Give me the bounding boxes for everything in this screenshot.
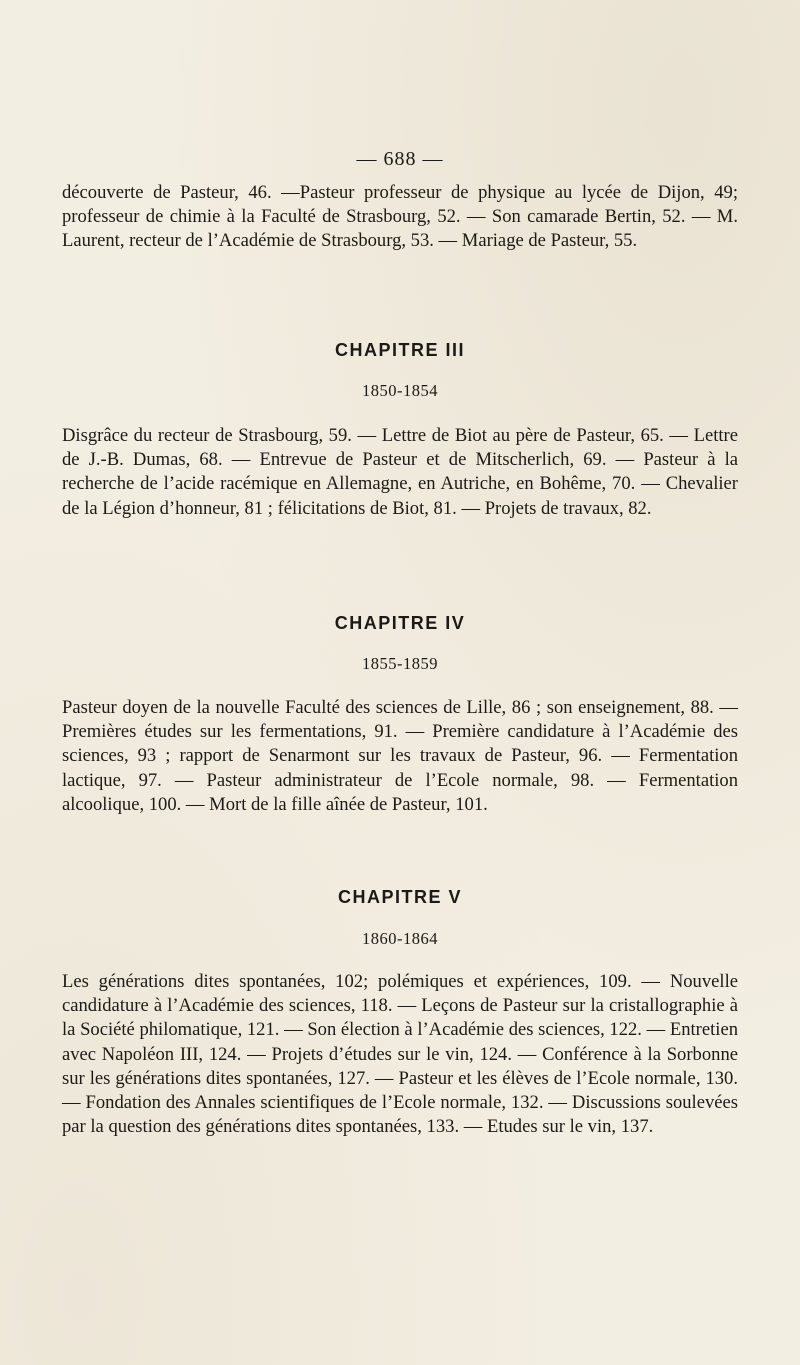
chapter-3-title: CHAPITRE III — [334, 340, 465, 360]
intro-paragraph: découverte de Pasteur, 46. —Pasteur professeur de physique au lycée de Dijon, 49; professeur de chimie à la Faculté de Strasbourg, 52. — Son camarade Bertin, 52. — M. Laurent, recteur de l’Académie de Strasbourg, 53. — Mariage de Pasteur, 55. — [62, 182, 738, 252]
chapter-4-years: 1855-1859 — [362, 654, 438, 673]
chapter-4-summary: Pasteur doyen de la nouvelle Faculté des sciences de Lille, 86 ; son enseignement, 88. — Premières études sur les fermentations, 91. — Première candidature à l’Académie des sciences, 93 ; rapport de Senarmont sur les travaux de Pasteur, 96. — Fermentation lactique, 97. — Pasteur administrateur de l’Ecole normale, 98. — Fermentation alcoolique, 100. — Mort de la fille aînée de Pasteur, 101. — [62, 697, 738, 815]
chapter-3-years: 1850-1854 — [362, 381, 438, 400]
chapter-5-summary: Les générations dites spontanées, 102; polémiques et expériences, 109. — Nouvelle candidature à l’Académie des sciences, 118. — Leçons de Pasteur sur la cristallographie à la Société philomatique, 121. — Son élection à l’Académie des sciences, 122. — Entretien avec Napoléon III, 124. — Projets d’études sur le vin, 124. — Conférence à la Sorbonne sur les générations dites spontanées, 127. — Pasteur et les élèves de l’Ecole normale, 130. — Fondation des Annales scientifiques de l’Ecole normale, 132. — Discussions soulevées par la question des générations dites spontanées, 133. — Etudes sur le vin, 137. — [62, 971, 738, 1138]
chapter-5-years: 1860-1864 — [362, 929, 438, 948]
page-number: — 688 — — [356, 148, 444, 170]
chapter-3-summary: Disgrâce du recteur de Strasbourg, 59. — Lettre de Biot au père de Pasteur, 65. — Lettre de J.-B. Dumas, 68. — Entrevue de Pasteur et de Mitscherlich, 69. — Pasteur à la recherche de l’acide racémique en Allemagne, en Autriche, en Bohême, 70. — Chevalier de la Légion d’honneur, 81 ; félicitations de Biot, 81. — Projets de travaux, 82. — [62, 425, 738, 519]
chapter-4-title: CHAPITRE IV — [334, 613, 466, 633]
chapter-5-title: CHAPITRE V — [337, 887, 462, 907]
